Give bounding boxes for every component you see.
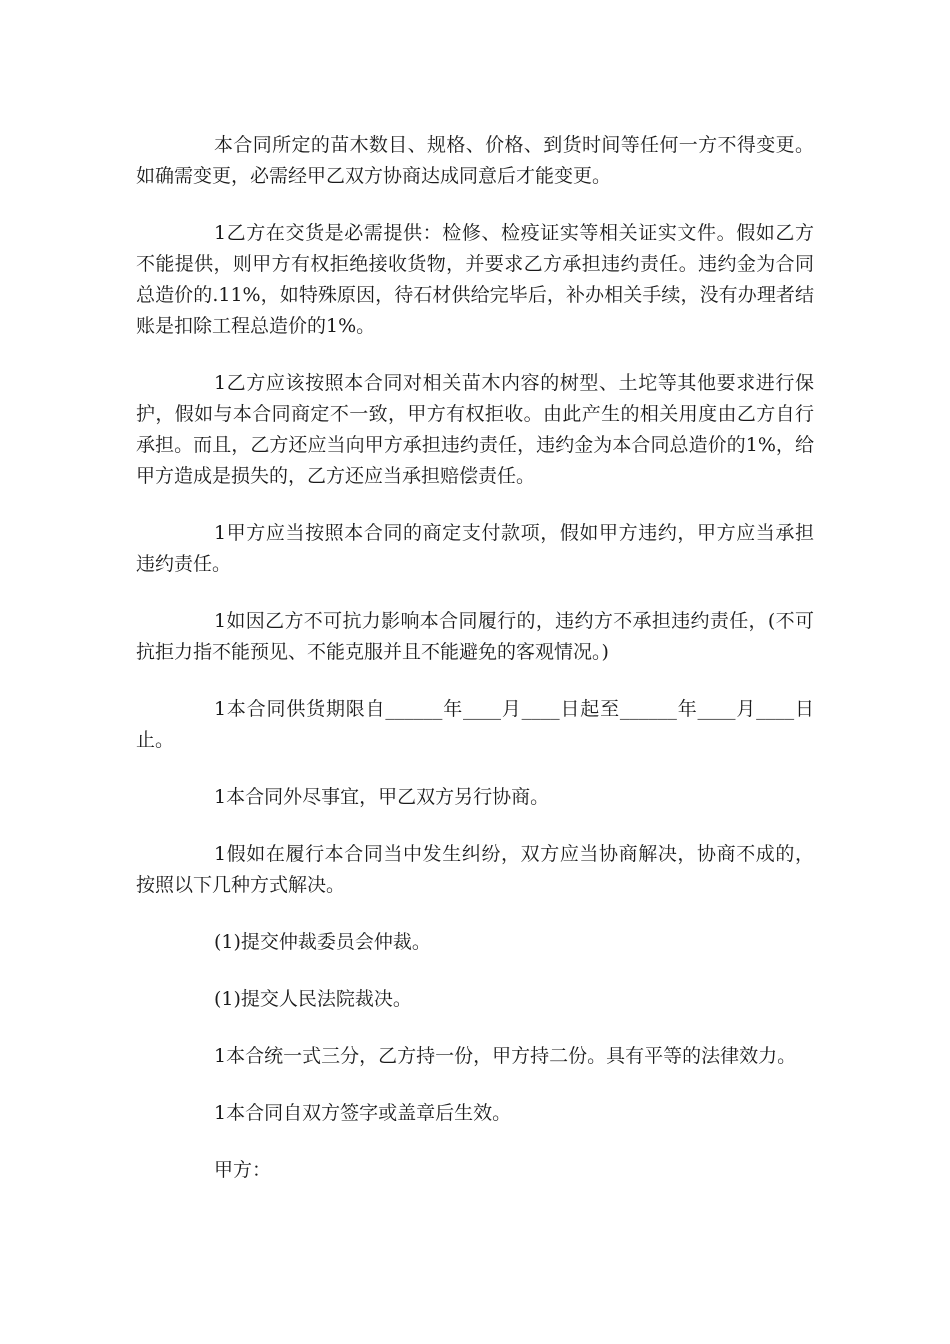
paragraph-force-majeure: 1如因乙方不可抗力影响本合同履行的，违约方不承担违约责任，(不可抗拒力指不能预见、不能克服并且不能避免的客观情况。)	[136, 610, 814, 663]
paragraph-delivery-documents: 1乙方在交货是必需提供：检修、检疫证实等相关证实文件。假如乙方不能提供，则甲方有权拒绝接收货物，并要求乙方承担违约责任。违约金为合同总造价的.11%，如特殊原因，待石材供给完毕后，补办相关手续，没有办理者结账是扣除工程总造价的1%。	[136, 222, 814, 337]
paragraph-other-matters: 1本合同外尽事宜，甲乙双方另行协商。	[214, 786, 550, 808]
paragraph-payment-terms: 1甲方应当按照本合同的商定支付款项，假如甲方违约，甲方应当承担违约责任。	[136, 522, 814, 575]
paragraph-change-terms: 本合同所定的苗木数目、规格、价格、到货时间等任何一方不得变更。如确需变更，必需经甲乙双方协商达成同意后才能变更。	[136, 134, 814, 187]
paragraph-effective-date: 1本合同自双方签字或盖章后生效。	[214, 1102, 512, 1124]
paragraph-copies: 1本合统一式三分，乙方持一份，甲方持二份。具有平等的法律效力。	[214, 1045, 797, 1067]
paragraph-supply-period: 1本合同供货期限自______年____月____日起至______年____月____日止。	[136, 698, 814, 751]
paragraph-dispute-resolution: 1假如在履行本合同当中发生纠纷，双方应当协商解决，协商不成的，按照以下几种方式解决。	[136, 843, 814, 896]
paragraph-seedling-protection: 1乙方应该按照本合同对相关苗木内容的树型、土坨等其他要求进行保护，假如与本合同商定不一致，甲方有权拒收。由此产生的相关用度由乙方自行承担。而且，乙方还应当向甲方承担违约责任，违约金为本合同总造价的1%，给甲方造成是损失的，乙方还应当承担赔偿责任。	[136, 372, 814, 487]
paragraph-arbitration-option: (1)提交仲裁委员会仲裁。	[214, 931, 431, 953]
contract-body	[136, 130, 814, 1186]
paragraph-court-option: (1)提交人民法院裁决。	[214, 988, 412, 1010]
party-a-signature-label: 甲方：	[214, 1159, 272, 1181]
